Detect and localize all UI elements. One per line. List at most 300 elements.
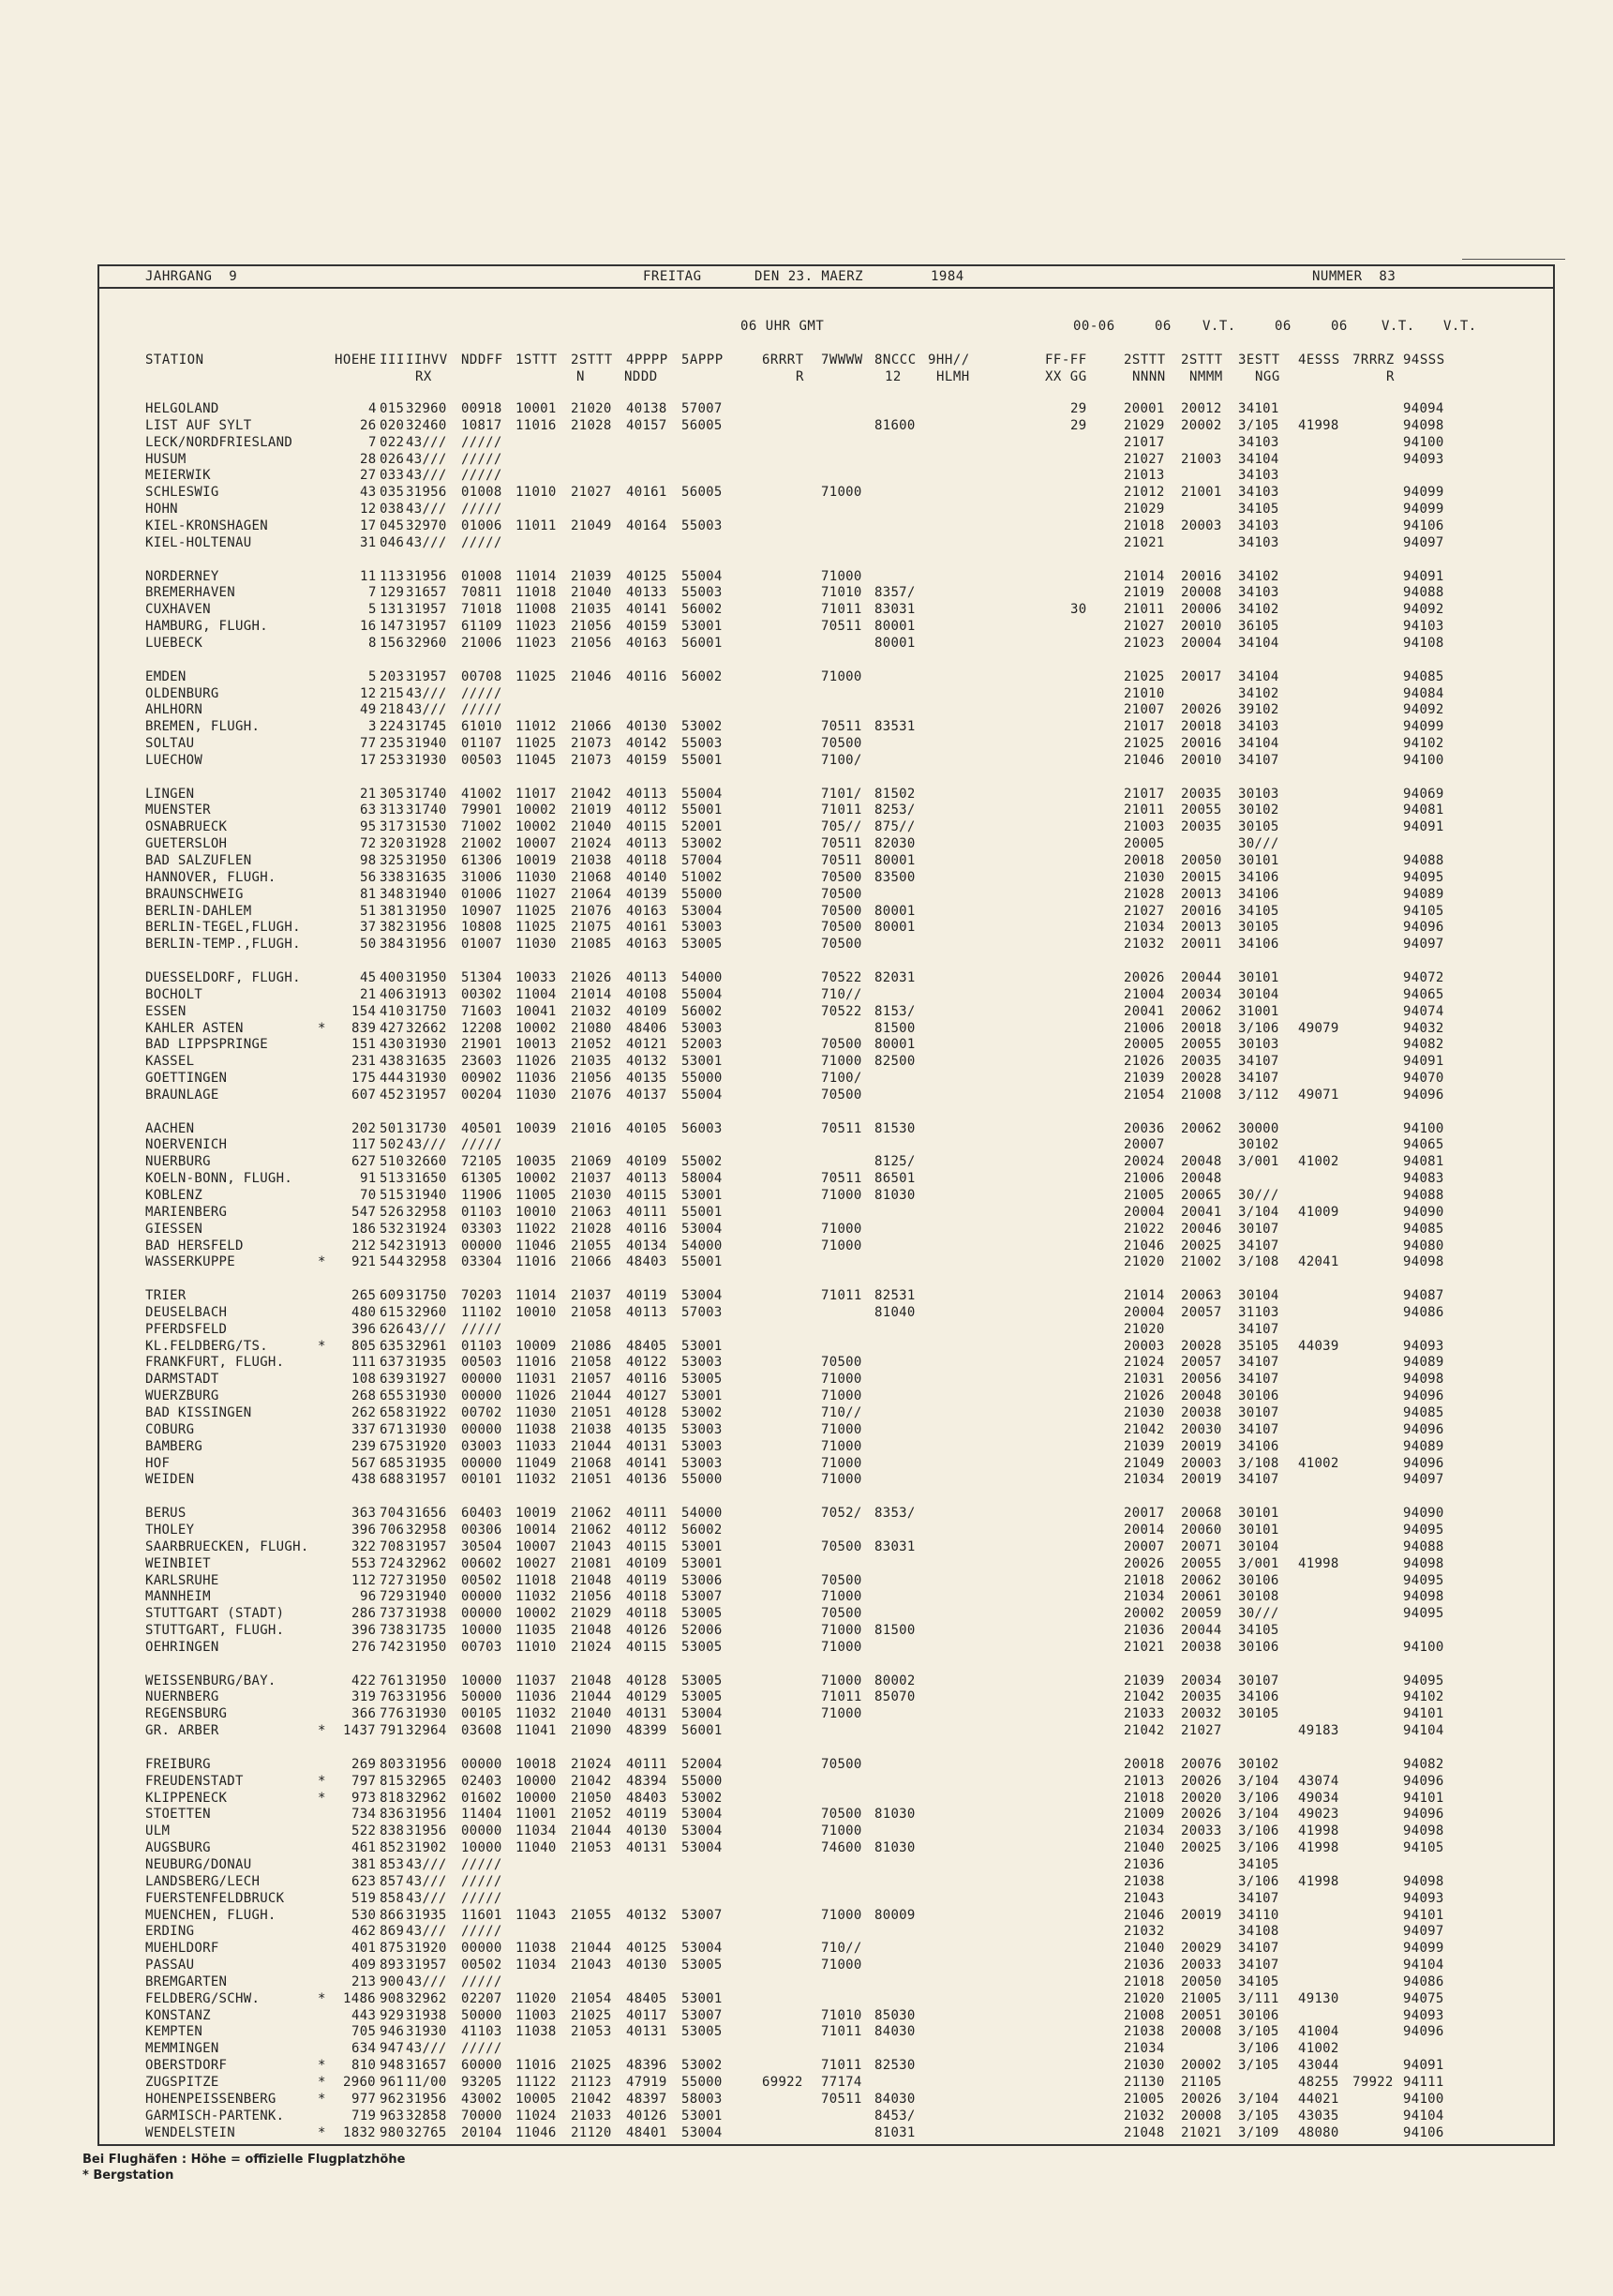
station-name: BRAUNSCHWEIG [145, 886, 244, 902]
cell: 40139 [626, 886, 667, 902]
cell: 20055 [1181, 1037, 1222, 1053]
cell: 40138 [626, 401, 667, 416]
cell: 00000 [461, 1372, 502, 1388]
cell: 53002 [681, 836, 723, 852]
cell: 34107 [1238, 1071, 1279, 1086]
table-row [0, 853, 1613, 870]
cell: 94090 [1403, 1506, 1444, 1522]
cell: 00902 [461, 1071, 502, 1086]
cell: 34107 [1238, 752, 1279, 768]
cell: 21056 [571, 635, 612, 651]
cell: 94096 [1403, 920, 1444, 936]
station-name: OEHRINGEN [145, 1639, 219, 1655]
cell: 40136 [626, 1472, 667, 1488]
cell: 21052 [571, 1807, 612, 1823]
cell: 21020 [1124, 1321, 1165, 1337]
table-row [0, 1154, 1613, 1171]
cell: 21042 [1124, 1723, 1165, 1739]
cell: 70000 [461, 2108, 502, 2123]
cell: 40164 [626, 518, 667, 533]
cell: 21051 [571, 1405, 612, 1420]
cell: 56001 [681, 635, 723, 651]
table-row [0, 401, 1613, 418]
cell: 382 [380, 920, 405, 936]
station-name: BREMGARTEN [145, 1973, 228, 1989]
cell: 40126 [626, 2108, 667, 2123]
time-group-label: 06 UHR GMT [740, 319, 825, 334]
cell: 20014 [1124, 1522, 1165, 1538]
cell: 21027 [1124, 903, 1165, 919]
cell: 53005 [681, 937, 723, 953]
cell: 452 [380, 1087, 405, 1103]
station-name: BREMERHAVEN [145, 585, 236, 601]
cell: 51 [360, 903, 377, 919]
table-row [0, 937, 1613, 953]
cell: 40134 [626, 1238, 667, 1253]
cell: 11011 [515, 518, 557, 533]
cell: 12 [360, 685, 377, 701]
cell: 21034 [1124, 1823, 1165, 1839]
cell: 31913 [406, 986, 447, 1002]
table-row [0, 2108, 1613, 2125]
cell: 53003 [681, 1455, 723, 1471]
cell: 31006 [461, 869, 502, 885]
cell: 31940 [406, 736, 447, 751]
cell: 20038 [1181, 1405, 1222, 1420]
cell: 3/104 [1238, 1204, 1279, 1220]
cell: 10002 [515, 1171, 557, 1187]
cell: 20003 [1124, 1338, 1165, 1354]
cell: 94092 [1403, 602, 1444, 618]
table-row [0, 987, 1613, 1004]
table-row [0, 1623, 1613, 1640]
cell: 30101 [1238, 969, 1279, 985]
cell: 34105 [1238, 903, 1279, 919]
cell: 95 [360, 819, 377, 835]
cell: 20001 [1124, 401, 1165, 416]
cell: 21037 [571, 1288, 612, 1303]
cell: 01007 [461, 937, 502, 953]
cell: 20006 [1181, 602, 1222, 618]
cell: 32965 [406, 1773, 447, 1789]
cell: 21036 [1124, 1623, 1165, 1638]
mountain-station-marker: * [318, 1338, 326, 1354]
cell: 815 [380, 1773, 405, 1789]
cell: 80001 [874, 920, 916, 936]
column-header: 94SSS [1403, 353, 1445, 368]
cell: 430 [380, 1037, 405, 1053]
cell: 21046 [571, 668, 612, 684]
cell: 21020 [1124, 1990, 1165, 2006]
cell: 61109 [461, 619, 502, 635]
cell: 20003 [1181, 518, 1222, 533]
table-row [0, 1506, 1613, 1523]
cell: 21046 [1124, 1907, 1165, 1923]
column-subheader: XX GG [1045, 369, 1087, 384]
cell: 60403 [461, 1506, 502, 1522]
cell: 21048 [571, 1572, 612, 1588]
cell: 410 [380, 1003, 405, 1019]
cell: 94099 [1403, 719, 1444, 735]
cell: 71000 [821, 1639, 862, 1655]
cell: 154 [351, 1003, 377, 1019]
cell: 21016 [571, 1120, 612, 1136]
cell: 218 [380, 702, 405, 718]
table-row [0, 485, 1613, 502]
cell: 31940 [406, 1589, 447, 1605]
cell: 30107 [1238, 1405, 1279, 1420]
cell: 50000 [461, 2007, 502, 2023]
cell: 21002 [1181, 1254, 1222, 1270]
cell: 34107 [1238, 1890, 1279, 1906]
cell: 409 [351, 1958, 377, 1973]
cell: 20028 [1181, 1338, 1222, 1354]
cell: 10000 [461, 1840, 502, 1856]
cell: 40111 [626, 1506, 667, 1522]
station-name: KIEL-KRONSHAGEN [145, 518, 268, 533]
cell: 53001 [681, 1187, 723, 1203]
cell: 31950 [406, 903, 447, 919]
cell: 43/// [406, 685, 447, 701]
cell: 706 [380, 1522, 405, 1538]
cell: 40128 [626, 1673, 667, 1688]
cell: 20050 [1181, 853, 1222, 868]
cell: 31924 [406, 1221, 447, 1237]
cell: 40131 [626, 2024, 667, 2040]
cell: 43/// [406, 502, 447, 518]
column-header: 6RRRT [762, 353, 804, 368]
table-row [0, 1606, 1613, 1623]
cell: 34105 [1238, 502, 1279, 518]
cell: 11033 [515, 1438, 557, 1454]
cell: 40157 [626, 417, 667, 433]
cell: 20048 [1181, 1171, 1222, 1187]
cell: 94080 [1403, 1238, 1444, 1253]
table-row [0, 819, 1613, 836]
cell: 43/// [406, 1924, 447, 1940]
cell: 32958 [406, 1522, 447, 1538]
cell: 00502 [461, 1958, 502, 1973]
cell: 20008 [1181, 585, 1222, 601]
cell: 396 [351, 1623, 377, 1638]
cell: 737 [380, 1606, 405, 1622]
station-name: WENDELSTEIN [145, 2124, 236, 2140]
cell: 55003 [681, 518, 723, 533]
cell: ///// [461, 1890, 502, 1906]
cell: 94097 [1403, 534, 1444, 550]
cell: 34103 [1238, 518, 1279, 533]
cell: 94093 [1403, 1890, 1444, 1906]
cell: 21014 [1124, 568, 1165, 584]
cell: 708 [380, 1538, 405, 1554]
cell: 553 [351, 1555, 377, 1571]
cell: 21035 [571, 602, 612, 618]
cell: 742 [380, 1639, 405, 1655]
cell: 045 [380, 518, 405, 533]
cell: 3/108 [1238, 1455, 1279, 1471]
table-row [0, 1640, 1613, 1657]
cell: 30105 [1238, 819, 1279, 835]
cell: 94089 [1403, 886, 1444, 902]
cell: 21040 [571, 819, 612, 835]
column-header: NDDFF [461, 353, 503, 368]
cell: 71011 [821, 1689, 862, 1705]
cell: 776 [380, 1706, 405, 1722]
table-row [0, 1004, 1613, 1021]
cell: 3/109 [1238, 2124, 1279, 2140]
cell: 8153/ [874, 1003, 916, 1019]
cell: 41002 [1298, 1455, 1339, 1471]
cell: 71000 [821, 1589, 862, 1605]
cell: 28 [360, 451, 377, 467]
cell: 21030 [1124, 869, 1165, 885]
cell: 11032 [515, 1589, 557, 1605]
cell: 53002 [681, 2058, 723, 2074]
cell: 77174 [821, 2075, 862, 2090]
table-row [0, 1305, 1613, 1322]
cell: 30 [1070, 602, 1087, 618]
cell: 1486 [343, 1990, 376, 2006]
cell: 70500 [821, 1606, 862, 1622]
cell: 224 [380, 719, 405, 735]
station-name: STUTTGART (STADT) [145, 1606, 285, 1622]
cell: 82531 [874, 1288, 916, 1303]
cell: 70511 [821, 619, 862, 635]
cell: 20035 [1181, 786, 1222, 802]
cell: 10019 [515, 853, 557, 868]
cell: 94102 [1403, 1689, 1444, 1705]
cell: 11041 [515, 1723, 557, 1739]
cell: 31 [360, 534, 377, 550]
cell: 215 [380, 685, 405, 701]
table-row [0, 1689, 1613, 1706]
cell: 21013 [1124, 1773, 1165, 1789]
cell: 70500 [821, 1538, 862, 1554]
cell: 21042 [1124, 1421, 1165, 1437]
cell: 443 [351, 2007, 377, 2023]
station-name: MEMMINGEN [145, 2041, 219, 2057]
cell: 80009 [874, 1907, 916, 1923]
cell: 21062 [571, 1506, 612, 1522]
cell: 31920 [406, 1438, 447, 1454]
station-name: SOLTAU [145, 736, 195, 751]
cell: 317 [380, 819, 405, 835]
cell: 56002 [681, 1522, 723, 1538]
cell: 94087 [1403, 1288, 1444, 1303]
cell: 20061 [1181, 1589, 1222, 1605]
cell: 54000 [681, 1506, 723, 1522]
cell: 31750 [406, 1288, 447, 1303]
cell: 111 [351, 1355, 377, 1371]
cell: 366 [351, 1706, 377, 1722]
cell: 20008 [1181, 2108, 1222, 2123]
cell: 40142 [626, 736, 667, 751]
cell: 00502 [461, 1572, 502, 1588]
cell: 022 [380, 434, 405, 450]
cell: 21007 [1124, 702, 1165, 718]
cell: 52003 [681, 1037, 723, 1053]
cell: 363 [351, 1506, 377, 1522]
cell: 53005 [681, 2024, 723, 2040]
cell: 00000 [461, 1823, 502, 1839]
cell: 526 [380, 1204, 405, 1220]
cell: 20008 [1181, 2024, 1222, 2040]
cell: 53003 [681, 1020, 723, 1036]
cell: 20025 [1181, 1238, 1222, 1253]
cell: 5 [368, 668, 377, 684]
cell: 20051 [1181, 2007, 1222, 2023]
cell: 94096 [1403, 1087, 1444, 1103]
cell: 11404 [461, 1807, 502, 1823]
cell: 94098 [1403, 1873, 1444, 1889]
cell: 61010 [461, 719, 502, 735]
cell: 01103 [461, 1338, 502, 1354]
cell: 94100 [1403, 752, 1444, 768]
table-row [0, 619, 1613, 636]
table-row [0, 1539, 1613, 1556]
cell: 21056 [571, 619, 612, 635]
cell: 21034 [1124, 1472, 1165, 1488]
table-row [0, 468, 1613, 485]
cell: 34103 [1238, 534, 1279, 550]
cell: 21037 [571, 1171, 612, 1187]
cell: 94097 [1403, 937, 1444, 953]
cell: 00000 [461, 1756, 502, 1772]
cell: 21001 [1181, 485, 1222, 501]
cell: 94100 [1403, 2091, 1444, 2107]
cell: 20016 [1181, 568, 1222, 584]
cell: 21090 [571, 1723, 612, 1739]
cell: 43/// [406, 451, 447, 467]
cell: 31957 [406, 1538, 447, 1554]
cell: 21086 [571, 1338, 612, 1354]
cell: 53004 [681, 1221, 723, 1237]
cell: 94096 [1403, 1388, 1444, 1404]
cell: 30106 [1238, 2007, 1279, 2023]
cell: 31930 [406, 1071, 447, 1086]
cell: 11018 [515, 1572, 557, 1588]
cell: 71000 [821, 1623, 862, 1638]
cell: 20018 [1181, 719, 1222, 735]
cell: 81500 [874, 1623, 916, 1638]
table-row [0, 1188, 1613, 1205]
cell: 94095 [1403, 1522, 1444, 1538]
cell: 32460 [406, 417, 447, 433]
cell: 038 [380, 502, 405, 518]
cell: 11025 [515, 736, 557, 751]
cell: 48394 [626, 1773, 667, 1789]
cell: 94096 [1403, 2024, 1444, 2040]
cell: 627 [351, 1154, 377, 1170]
cell: 94075 [1403, 1990, 1444, 2006]
cell: 94095 [1403, 1572, 1444, 1588]
cell: 31940 [406, 886, 447, 902]
station-name: LANDSBERG/LECH [145, 1873, 261, 1889]
cell: 56 [360, 869, 377, 885]
cell: 29 [1070, 417, 1087, 433]
cell: 947 [380, 2041, 405, 2057]
cell: 11/00 [406, 2075, 447, 2090]
cell: 31957 [406, 619, 447, 635]
cell: 40118 [626, 853, 667, 868]
table-row [0, 1472, 1613, 1489]
cell: 31635 [406, 1054, 447, 1070]
cell: 81500 [874, 1020, 916, 1036]
cell: 515 [380, 1187, 405, 1203]
cell: 40111 [626, 1756, 667, 1772]
cell: 026 [380, 451, 405, 467]
cell: 11906 [461, 1187, 502, 1203]
cell: 21046 [1124, 1238, 1165, 1253]
cell: 21044 [571, 1388, 612, 1404]
cell: 151 [351, 1037, 377, 1053]
cell: 21039 [571, 568, 612, 584]
table-row [0, 702, 1613, 719]
cell: 31950 [406, 1639, 447, 1655]
cell: 21068 [571, 1455, 612, 1471]
station-name: BREMEN, FLUGH. [145, 719, 261, 735]
cell: 20005 [1124, 1037, 1165, 1053]
cell: 519 [351, 1890, 377, 1906]
cell: 01602 [461, 1790, 502, 1806]
cell: 43/// [406, 1137, 447, 1153]
cell: 70511 [821, 836, 862, 852]
cell: 10001 [515, 401, 557, 416]
cell: 40122 [626, 1355, 667, 1371]
cell: 94108 [1403, 635, 1444, 651]
station-name: WUERZBURG [145, 1388, 219, 1404]
cell: 11024 [515, 2108, 557, 2123]
cell: 20004 [1124, 1304, 1165, 1320]
cell: 3/112 [1238, 1087, 1279, 1103]
station-name: FRANKFURT, FLUGH. [145, 1355, 285, 1371]
cell: 40163 [626, 903, 667, 919]
cell: 21075 [571, 920, 612, 936]
cell: 71000 [821, 1958, 862, 1973]
cell: 41002 [461, 786, 502, 802]
cell: 53007 [681, 2007, 723, 2023]
cell: 11038 [515, 1941, 557, 1957]
cell: 21017 [1124, 434, 1165, 450]
cell: 147 [380, 619, 405, 635]
cell: 94111 [1403, 2075, 1444, 2090]
cell: 70500 [821, 1807, 862, 1823]
cell: 56005 [681, 485, 723, 501]
cell: 21025 [1124, 668, 1165, 684]
cell: 8353/ [874, 1506, 916, 1522]
cell: 48401 [626, 2124, 667, 2140]
cell: 81 [360, 886, 377, 902]
cell: 40163 [626, 937, 667, 953]
cell: 11010 [515, 485, 557, 501]
cell: 21069 [571, 1154, 612, 1170]
cell: 3/001 [1238, 1154, 1279, 1170]
cell: 734 [351, 1807, 377, 1823]
cell: 84030 [874, 2024, 916, 2040]
cell: 70522 [821, 969, 862, 985]
cell: 213 [351, 1973, 377, 1989]
cell: 43/// [406, 1321, 447, 1337]
cell: 40109 [626, 1003, 667, 1019]
cell: 31001 [1238, 1003, 1279, 1019]
cell: 34106 [1238, 1438, 1279, 1454]
cell: 338 [380, 869, 405, 885]
cell: 276 [351, 1639, 377, 1655]
cell: 10027 [515, 1555, 557, 1571]
cell: 3/106 [1238, 1790, 1279, 1806]
cell: 11003 [515, 2007, 557, 2023]
cell: 94088 [1403, 1538, 1444, 1554]
